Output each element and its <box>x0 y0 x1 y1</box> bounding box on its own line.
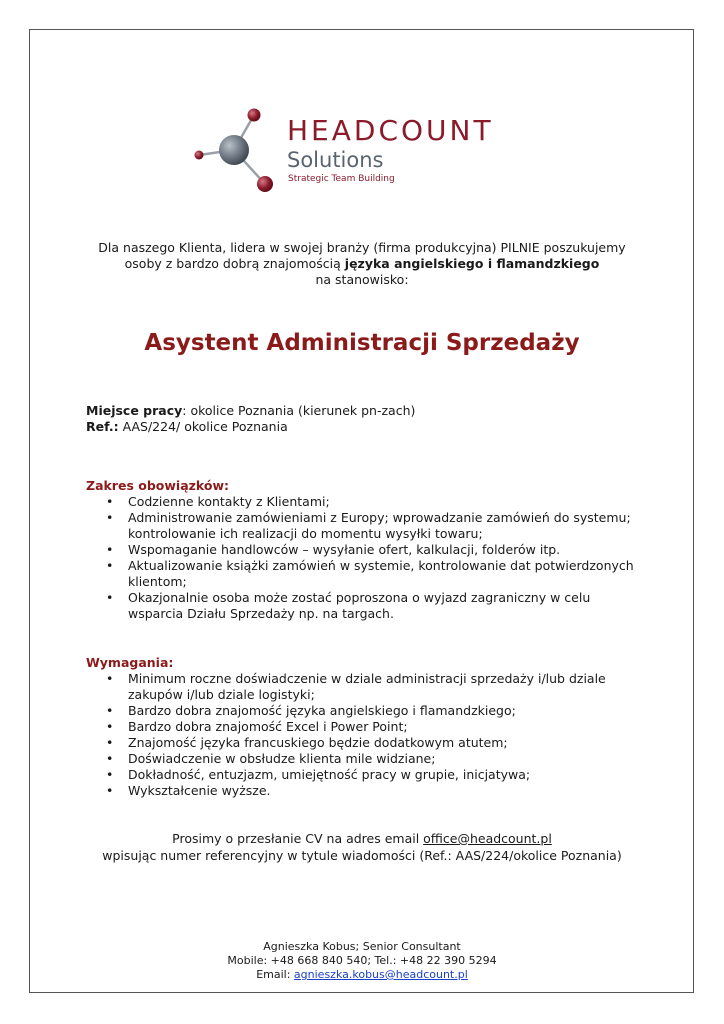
logo-node-top <box>248 109 261 122</box>
duties-list <box>86 494 646 622</box>
list-item: • Bardzo dobra znajomość języka angielskiego i flamandzkiego; <box>86 703 646 719</box>
intro-line-2-text: osoby z bardzo dobrą znajomością <box>124 256 345 271</box>
list-item: • Doświadczenie w obsłudze klienta mile widziane; <box>86 751 646 767</box>
job-title: Asystent Administracji Sprzedaży <box>144 330 580 356</box>
list-item: • Minimum roczne doświadczenie w dziale administracji sprzedaży i/lub dziale zakupów i/lub dziale logistyki; <box>86 671 646 703</box>
apply-text: Prosimy o przesłanie CV na adres email <box>172 831 424 846</box>
logo-sub: Solutions <box>287 148 384 172</box>
logo-node-center <box>219 135 249 165</box>
duties-section <box>86 478 646 622</box>
contact-email-label: Email: <box>256 968 294 981</box>
workplace-line <box>86 403 415 419</box>
list-item: • Wspomaganie handlowców – wysyłanie ofert, kalkulacji, folderów itp. <box>86 542 646 558</box>
intro-line-3: na stanowisko: <box>315 272 409 287</box>
intro-line-2 <box>60 256 664 272</box>
logo-tagline: Strategic Team Building <box>288 174 395 184</box>
list-item: • Wykształcenie wyższe. <box>86 783 646 799</box>
list-item: • Okazjonalnie osoba może zostać poproszona o wyjazd zagraniczny w celu wsparcia Działu Sprzedaży np. na targach. <box>86 590 646 622</box>
duties-heading: Zakres obowiązków: <box>86 478 230 493</box>
workplace-label: Miejsce pracy <box>86 403 183 418</box>
list-item: • Codzienne kontakty z Klientami; <box>86 494 646 510</box>
requirements-list <box>86 671 646 799</box>
apply-line-1 <box>60 830 664 847</box>
list-item: • Dokładność, entuzjazm, umiejętność pracy w grupie, inicjatywa; <box>86 767 646 783</box>
requirements-section <box>86 655 646 799</box>
list-item: • Aktualizowanie książki zamówień w systemie, kontrolowanie dat potwierdzonych klientom; <box>86 558 646 590</box>
intro-text <box>60 240 664 288</box>
headcount-logo <box>186 105 536 200</box>
office-email-link[interactable]: office@headcount.pl <box>423 831 552 846</box>
logo-wordmark: HEADCOUNT <box>287 114 494 147</box>
logo-graphic <box>186 105 536 200</box>
reference-label: Ref.: <box>86 419 119 434</box>
list-item: • Bardzo dobra znajomość Excel i Power Point; <box>86 719 646 735</box>
apply-line-2: wpisując numer referencyjny w tytule wiadomości (Ref.: AAS/224/okolice Poznania) <box>102 848 622 863</box>
workplace-value: : okolice Poznania (kierunek pn-zach) <box>182 403 416 418</box>
intro-line-1: Dla naszego Klienta, lidera w swojej branży (firma produkcyjna) PILNIE poszukujemy <box>98 240 626 255</box>
list-item: • Administrowanie zamówieniami z Europy; wprowadzanie zamówień do systemu; kontrolowanie ich realizacji do momentu wysyłki towaru; <box>86 510 646 542</box>
reference-value: AAS/224/ okolice Poznania <box>118 419 288 434</box>
logo-node-left <box>195 151 204 160</box>
intro-languages: języka angielskiego i flamandzkiego <box>344 256 600 271</box>
consultant-email-link[interactable]: agnieszka.kobus@headcount.pl <box>293 968 468 981</box>
list-item: • Znajomość języka francuskiego będzie dodatkowym atutem; <box>86 735 646 751</box>
logo-node-bottom <box>257 176 273 192</box>
contact-email-line <box>60 968 664 982</box>
job-meta <box>86 403 415 435</box>
contact-phones: Mobile: +48 668 840 540; Tel.: +48 22 390 5294 <box>227 954 497 967</box>
requirements-heading: Wymagania: <box>86 655 174 670</box>
contact-name: Agnieszka Kobus; Senior Consultant <box>263 940 461 953</box>
reference-line <box>86 419 415 435</box>
contact-block <box>60 940 664 982</box>
apply-instructions <box>60 830 664 864</box>
